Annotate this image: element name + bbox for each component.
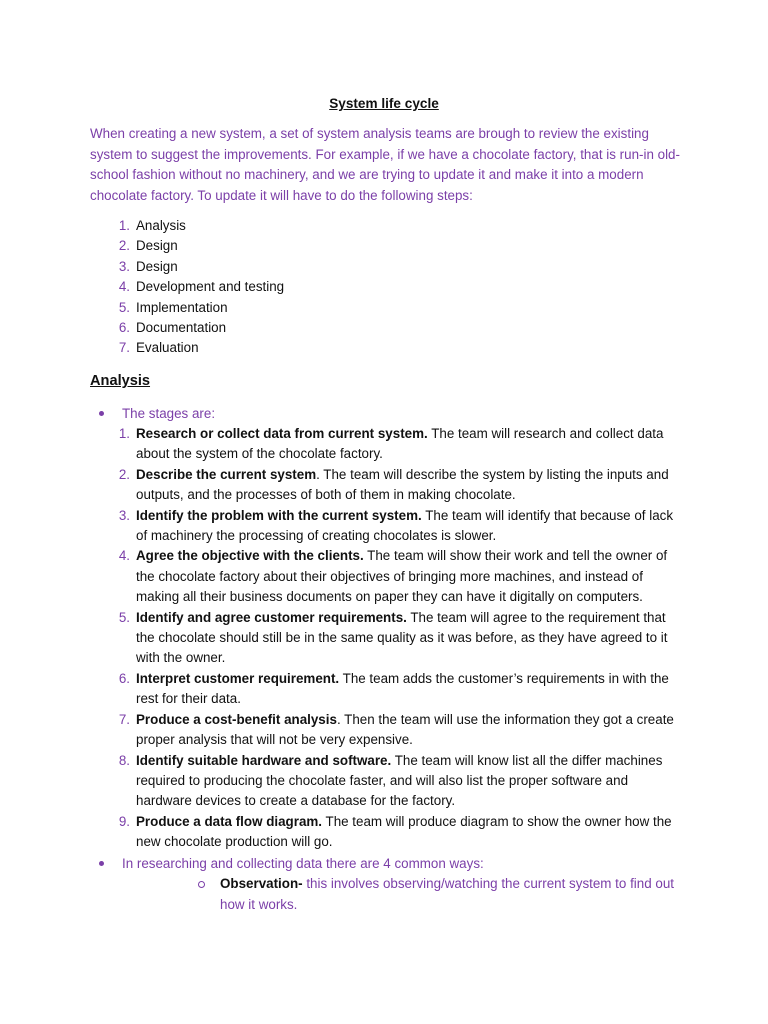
steps-list xyxy=(90,216,680,359)
stages-list xyxy=(90,424,682,853)
list-number: 4. xyxy=(118,279,130,295)
stage-title: Produce a cost-benefit analysis xyxy=(136,711,337,727)
list-item xyxy=(90,710,682,751)
list-item-label: Documentation xyxy=(136,319,227,335)
list-item xyxy=(90,236,680,256)
list-item-label: Design xyxy=(136,238,178,254)
list-item xyxy=(90,812,682,853)
stage-description: The team will show their work and tell the owner of the chocolate factory about their objectives of bringing more machines, and instead of making all their business documents on paper they can have it digitally on computers. xyxy=(136,548,668,605)
list-item-label: Evaluation xyxy=(136,340,199,356)
stage-description: The team will agree to the requirement that the chocolate should still be in the same quality as it was before, as they have agreed to it with the owner. xyxy=(136,609,668,666)
bullet-icon xyxy=(99,411,104,416)
stage-title: Identify and agree customer requirements. xyxy=(136,609,407,625)
list-item-label: Analysis xyxy=(136,218,186,233)
list-item xyxy=(90,465,682,506)
list-item xyxy=(90,424,682,465)
list-number: 2. xyxy=(118,238,130,254)
stage-title: Agree the objective with the clients. xyxy=(136,548,364,564)
stage-title: Produce a data flow diagram. xyxy=(136,813,323,829)
list-number: 7. xyxy=(118,711,130,727)
stage-title: Identify the problem with the current system. xyxy=(136,507,422,523)
ways-intro-bullet xyxy=(90,854,680,874)
list-item xyxy=(90,338,680,358)
list-number: 5. xyxy=(118,609,130,625)
way-title: Observation- xyxy=(220,876,303,891)
list-number: 9. xyxy=(118,813,130,829)
list-item xyxy=(90,546,682,607)
stage-description: The team adds the customer’s requirements in with the rest for their data. xyxy=(136,670,669,707)
stage-title: Describe the current system xyxy=(136,466,317,482)
list-number: 7. xyxy=(118,340,130,356)
list-item xyxy=(90,608,682,669)
list-item xyxy=(90,874,680,915)
stage-description: The team will identify that because of lack of machinery the processing of creating chocolates is slower. xyxy=(136,507,674,544)
list-number: 2. xyxy=(118,466,130,482)
list-number: 5. xyxy=(118,299,130,315)
stage-description: The team will produce diagram to show the owner how the new chocolate production will go. xyxy=(136,813,672,850)
stage-description: . Then the team will use the information they got a create proper analysis that will not be very expensive. xyxy=(136,711,674,748)
ways-intro: In researching and collecting data there are 4 common ways: xyxy=(122,856,484,871)
stage-title: Research or collect data from current system. xyxy=(136,426,428,441)
list-item-label: Development and testing xyxy=(136,279,285,295)
ways-list xyxy=(90,874,680,915)
way-description: this involves observing/watching the current system to find out how it works. xyxy=(220,876,674,912)
list-number: 1. xyxy=(118,218,130,233)
list-number: 6. xyxy=(118,670,130,686)
list-item xyxy=(90,669,682,710)
list-item xyxy=(90,318,680,338)
list-item-label: Implementation xyxy=(136,299,228,315)
circle-bullet-icon xyxy=(198,881,205,888)
stage-title: Interpret customer requirement. xyxy=(136,670,340,686)
stage-title: Identify suitable hardware and software. xyxy=(136,752,392,768)
stage-description: . The team will describe the system by listing the inputs and outputs, and the processes of both of them in making chocolate. xyxy=(136,466,669,503)
list-item xyxy=(90,257,680,277)
stage-description: The team will research and collect data about the system of the chocolate factory. xyxy=(136,426,664,462)
stages-intro-bullet xyxy=(90,404,680,424)
list-number: 6. xyxy=(118,319,130,335)
list-item xyxy=(90,298,680,318)
list-number: 4. xyxy=(118,548,130,564)
stage-description: The team will know list all the differ machines required to producing the chocolate faster, and will also list the proper software and hardware devices to create a database for the factory. xyxy=(136,752,663,809)
list-item xyxy=(90,216,680,236)
list-number: 3. xyxy=(118,258,130,274)
list-item-label: Design xyxy=(136,258,178,274)
list-item xyxy=(90,506,682,547)
list-item xyxy=(90,751,682,812)
list-item xyxy=(90,277,680,297)
list-number: 1. xyxy=(118,426,130,441)
list-number: 8. xyxy=(118,752,130,768)
intro-paragraph: When creating a new system, a set of system analysis teams are brough to review the existing system to suggest the improvements. For example, if we have a chocolate factory, that is run-in old-school fashion without no machinery, and we are trying to update it and make it into a modern chocolate factory. To update it will have to do the following steps: xyxy=(90,126,680,203)
bullet-icon xyxy=(99,861,104,866)
page-title: System life cycle xyxy=(329,96,439,111)
stages-intro: The stages are: xyxy=(122,406,216,421)
list-number: 3. xyxy=(118,507,130,523)
analysis-heading: Analysis xyxy=(90,373,151,389)
